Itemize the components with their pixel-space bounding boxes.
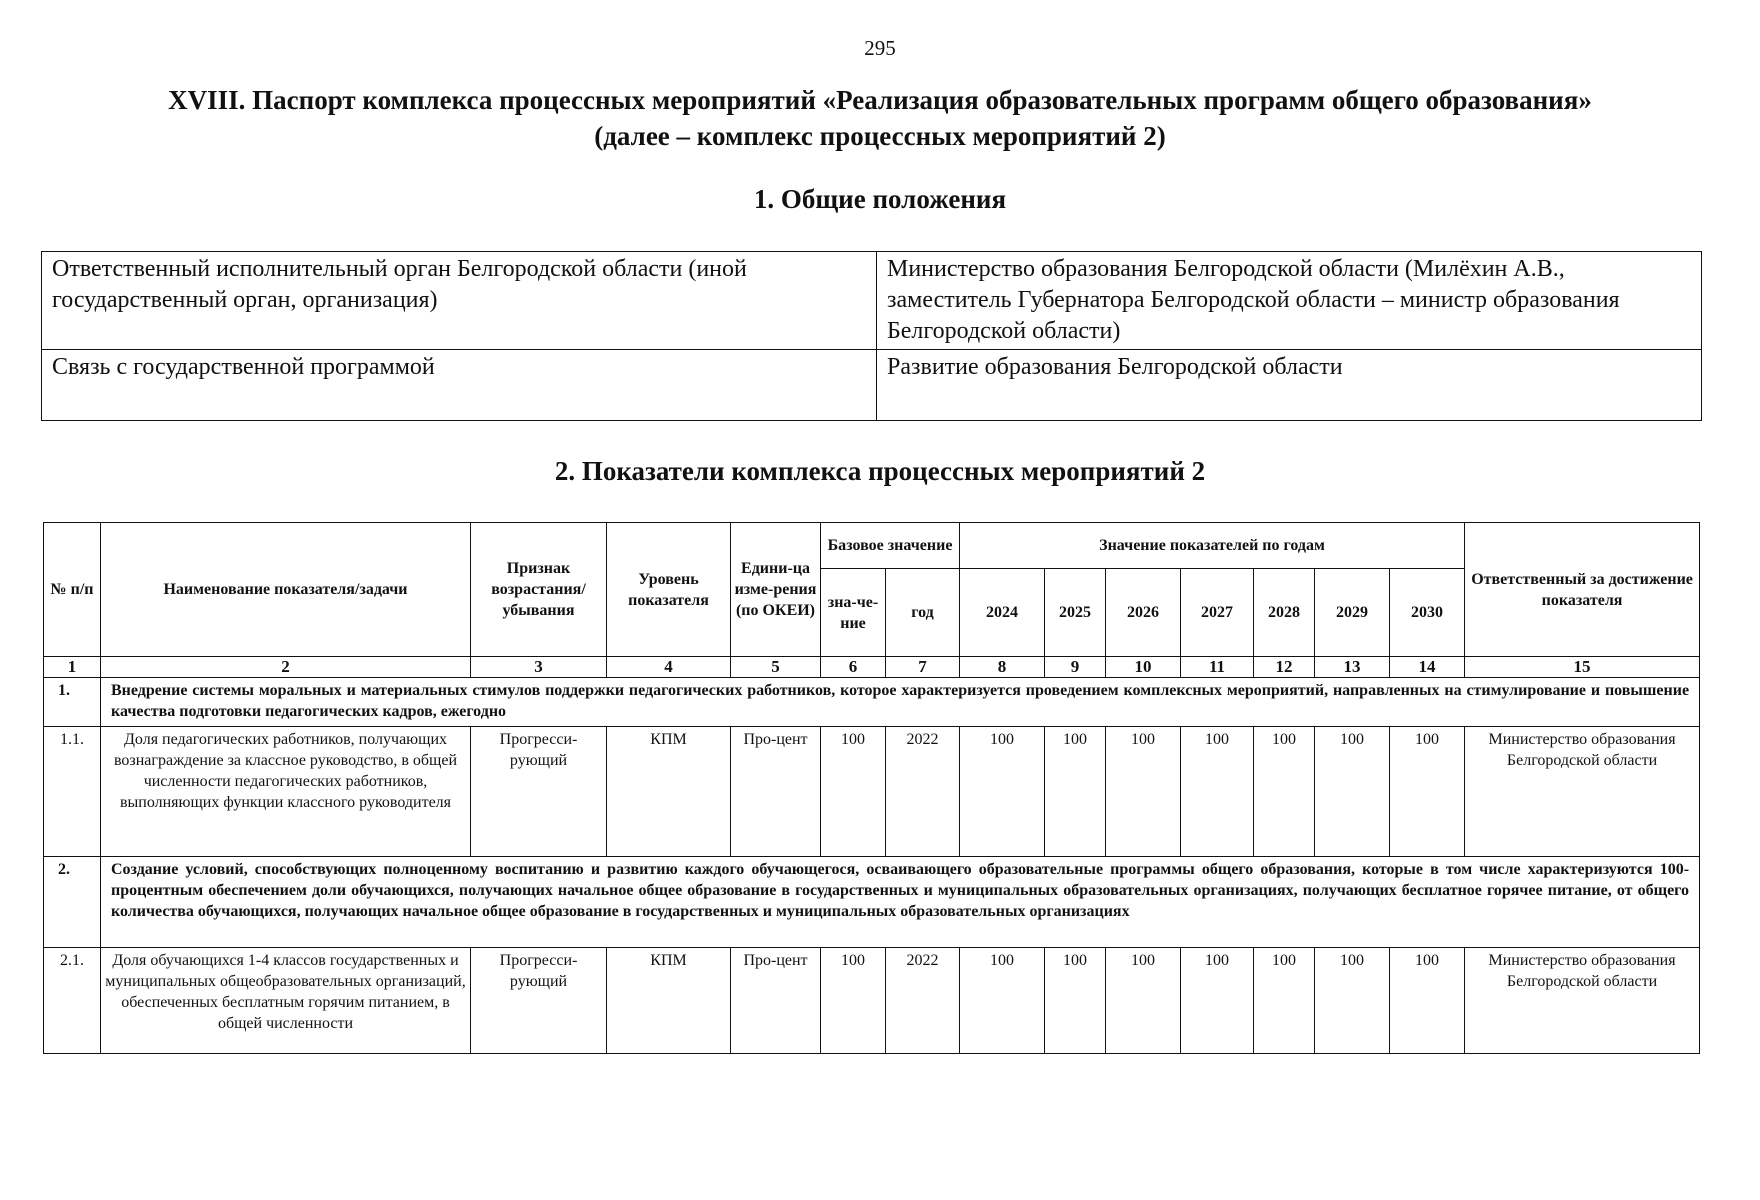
indicator-value: 100: [1390, 948, 1465, 1054]
indicator-value: 100: [1106, 948, 1181, 1054]
header-year: 2026: [1106, 569, 1181, 657]
indicator-unit: Про-цент: [731, 727, 821, 857]
indicators-table: [43, 522, 1700, 1054]
column-number: 6: [821, 657, 886, 678]
header-year: 2028: [1254, 569, 1315, 657]
indicator-value: 100: [1181, 948, 1254, 1054]
indicator-value: 100: [1045, 727, 1106, 857]
column-number: 11: [1181, 657, 1254, 678]
indicator-name: Доля обучающихся 1-4 классов государственных и муниципальных общеобразовательных организаций, обеспеченных бесплатным горячим питанием, в общей численности: [101, 948, 471, 1054]
header-year: 2027: [1181, 569, 1254, 657]
main-title: [40, 82, 1720, 154]
section2-title: 2. Показатели комплекса процессных мероприятий 2: [554, 456, 1206, 486]
column-numbers-row: [44, 657, 1700, 678]
column-number: 8: [960, 657, 1045, 678]
info-row-responsible: [42, 252, 1702, 350]
indicator-num: 2.1.: [44, 948, 101, 1054]
indicator-value: 100: [1254, 948, 1315, 1054]
task-text: Создание условий, способствующих полноценному воспитанию и развитию каждого обучающегося, осваивающего образовательные программы общего образования, которые в том числе характеризуются 100-процентным обеспечением доли обучающихся, получающих начальное общее образование в государственных и муниципальных образовательных организациях, получающих бесплатное горячее питание, от общего количества обучающихся, получающих начальное общее образование в государственных и муниципальных образовательных организациях: [101, 857, 1700, 948]
indicator-base-value: 100: [821, 948, 886, 1054]
column-number: 1: [44, 657, 101, 678]
indicator-value: 100: [960, 948, 1045, 1054]
indicator-value: 100: [1106, 727, 1181, 857]
indicator-responsible: Министерство образования Белгородской области: [1465, 727, 1700, 857]
column-number: 14: [1390, 657, 1465, 678]
indicator-level: КПМ: [607, 948, 731, 1054]
column-number: 5: [731, 657, 821, 678]
indicator-unit: Про-цент: [731, 948, 821, 1054]
column-number: 7: [886, 657, 960, 678]
header-year: 2025: [1045, 569, 1106, 657]
column-number: 9: [1045, 657, 1106, 678]
header-year: 2024: [960, 569, 1045, 657]
column-number: 4: [607, 657, 731, 678]
header-base: Базовое значение: [821, 523, 960, 569]
indicator-value: 100: [960, 727, 1045, 857]
indicator-sign: Прогресси-рующий: [471, 948, 607, 1054]
header-name: Наименование показателя/задачи: [101, 523, 471, 657]
info-value: Развитие образования Белгородской области: [877, 350, 1702, 421]
task-text: Внедрение системы моральных и материальных стимулов поддержки педагогических работников, которое характеризуется проведением комплексных мероприятий, направленных на стимулирование и повышение качества подготовки педагогических кадров, ежегодно: [101, 678, 1700, 727]
header-base-year: год: [886, 569, 960, 657]
info-label: Ответственный исполнительный орган Белгородской области (иной государственный орган, организация): [42, 252, 877, 350]
indicator-value: 100: [1315, 948, 1390, 1054]
info-row-program-link: [42, 350, 1702, 421]
indicator-base-year: 2022: [886, 948, 960, 1054]
column-number: 13: [1315, 657, 1390, 678]
info-value: Министерство образования Белгородской области (Милёхин А.В., заместитель Губернатора Белгородской области – министр образования Белгородской области): [877, 252, 1702, 350]
header-year: 2029: [1315, 569, 1390, 657]
indicator-num: 1.1.: [44, 727, 101, 857]
header-unit: Едини-ца изме-рения (по ОКЕИ): [731, 523, 821, 657]
task-num: 1.: [44, 678, 101, 727]
indicator-responsible: Министерство образования Белгородской области: [1465, 948, 1700, 1054]
indicator-row: [44, 948, 1700, 1054]
header-responsible: Ответственный за достижение показателя: [1465, 523, 1700, 657]
column-number: 12: [1254, 657, 1315, 678]
general-info-table: [41, 251, 1702, 421]
indicator-base-year: 2022: [886, 727, 960, 857]
indicator-value: 100: [1181, 727, 1254, 857]
indicator-row: [44, 727, 1700, 857]
column-number: 15: [1465, 657, 1700, 678]
column-number: 2: [101, 657, 471, 678]
indicator-value: 100: [1254, 727, 1315, 857]
indicator-value: 100: [1045, 948, 1106, 1054]
main-title-line1: XVIII. Паспорт комплекса процессных мероприятий «Реализация образовательных программ общего образования»: [168, 85, 1592, 115]
task-row: [44, 857, 1700, 948]
indicator-value: 100: [1390, 727, 1465, 857]
page-number: 295: [864, 36, 896, 60]
task-num: 2.: [44, 857, 101, 948]
indicator-level: КПМ: [607, 727, 731, 857]
header-level: Уровень показателя: [607, 523, 731, 657]
indicator-name: Доля педагогических работников, получающих вознаграждение за классное руководство, в общей численности педагогических работников, выполняющих функции классного руководителя: [101, 727, 471, 857]
indicator-base-value: 100: [821, 727, 886, 857]
info-label: Связь с государственной программой: [42, 350, 877, 421]
column-number: 3: [471, 657, 607, 678]
header-row-1: [44, 523, 1700, 569]
header-values-by-year: Значение показателей по годам: [960, 523, 1465, 569]
section1-title: 1. Общие положения: [753, 184, 1007, 214]
indicator-sign: Прогресси-рующий: [471, 727, 607, 857]
header-base-value: зна-че-ние: [821, 569, 886, 657]
task-row: [44, 678, 1700, 727]
header-sign: Признак возрастания/ убывания: [471, 523, 607, 657]
column-number: 10: [1106, 657, 1181, 678]
main-title-line2: (далее – комплекс процессных мероприятий 2): [594, 121, 1166, 151]
header-num: № п/п: [44, 523, 101, 657]
header-year: 2030: [1390, 569, 1465, 657]
indicator-value: 100: [1315, 727, 1390, 857]
